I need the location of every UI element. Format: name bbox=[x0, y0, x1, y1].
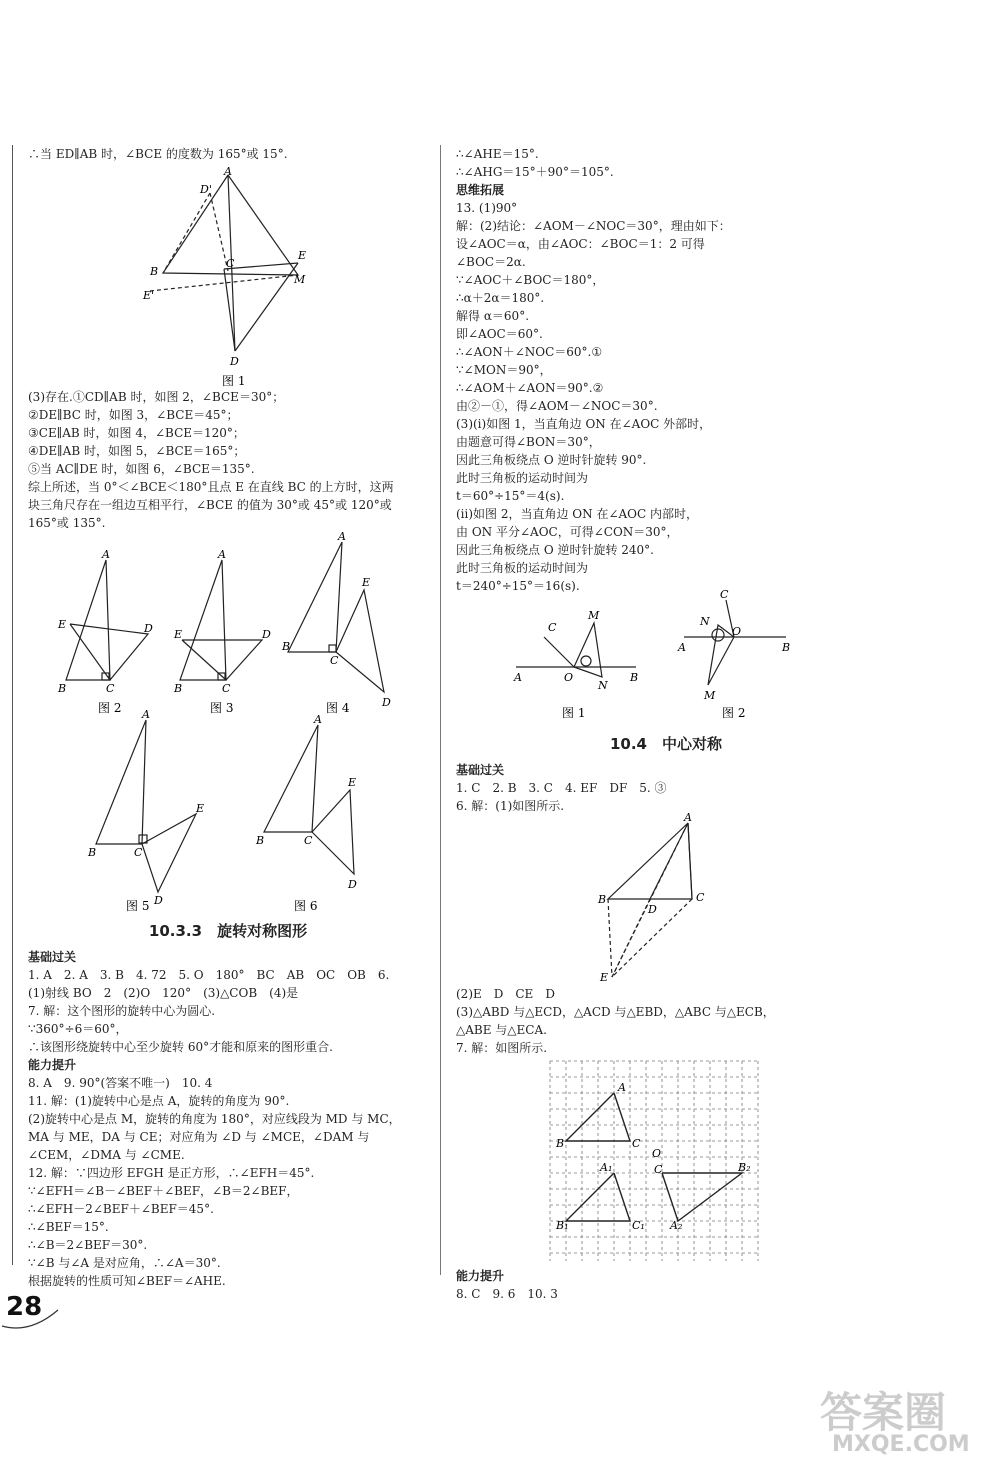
text-line: 7. 解：这个图形的旋转中心为圆心. bbox=[28, 1004, 216, 1018]
text-line: (ⅱ)如图 2，当直角边 ON 在∠AOC 内部时， bbox=[456, 507, 699, 521]
svg-text:C: C bbox=[654, 1163, 663, 1176]
rot-figure-2-caption: 图 2 bbox=[722, 706, 746, 720]
section-title: 10.4 中心对称 bbox=[609, 735, 722, 753]
svg-text:N: N bbox=[700, 615, 710, 628]
text-line: ∴∠AON＋∠NOC＝60°.① bbox=[456, 345, 603, 359]
text-line: (3)存在.①CD∥AB 时，如图 2，∠BCE＝30°； bbox=[28, 390, 285, 404]
text-line: t＝240°÷15°＝16(s). bbox=[456, 579, 580, 593]
svg-text:A: A bbox=[142, 708, 150, 721]
svg-text:B: B bbox=[782, 641, 791, 654]
svg-text:B: B bbox=[256, 834, 265, 847]
text-line: MA 与 ME，DA 与 CE；对应角为 ∠D 与 ∠MCE，∠DAM 与 bbox=[28, 1130, 370, 1144]
watermark-line1: 答案圈 bbox=[820, 1388, 947, 1437]
text-line: (2)E D CE D bbox=[456, 987, 555, 1001]
text-line: ∵∠AOC＋∠BOC＝180°， bbox=[456, 273, 605, 287]
svg-text:A: A bbox=[514, 671, 522, 684]
svg-text:C: C bbox=[106, 682, 115, 695]
svg-text:E: E bbox=[298, 249, 307, 262]
figure-4-caption: 图 4 bbox=[326, 701, 350, 715]
text-line: 1. A 2. A 3. B 4. 72 5. O 180° BC AB OC OB 6. bbox=[28, 968, 390, 982]
svg-text:B: B bbox=[174, 682, 183, 695]
svg-text:D: D bbox=[648, 903, 657, 916]
section-title: 10.3.3 旋转对称图形 bbox=[148, 922, 308, 940]
svg-text:D: D bbox=[144, 622, 153, 635]
svg-text:D: D bbox=[262, 628, 271, 641]
figure-symmetry bbox=[456, 811, 876, 985]
svg-text:C: C bbox=[134, 846, 143, 859]
text-line: △ABE 与△ECA. bbox=[456, 1023, 547, 1037]
svg-text:C: C bbox=[720, 588, 729, 601]
text-line: t＝60°÷15°＝4(s). bbox=[456, 489, 565, 503]
figure-3-caption: 图 3 bbox=[210, 701, 234, 715]
text-line: 解：(2)结论：∠AOM－∠NOC＝30°，理由如下： bbox=[456, 219, 731, 233]
text-line: ∴当 ED∥AB 时，∠BCE 的度数为 165°或 15°. bbox=[28, 147, 288, 161]
text-line: ∴∠AOM＋∠AON＝90°.② bbox=[456, 381, 604, 395]
svg-text:A: A bbox=[618, 1081, 626, 1094]
basic-heading: 基础过关 bbox=[456, 763, 505, 777]
svg-text:A₂: A₂ bbox=[670, 1219, 683, 1232]
text-line: 由②－①，得∠AOM－∠NOC＝30°. bbox=[456, 399, 658, 413]
svg-text:A: A bbox=[218, 548, 226, 561]
text-line: 因此三角板绕点 O 逆时针旋转 240°. bbox=[456, 543, 655, 557]
text-line: 解得 α＝60°. bbox=[456, 309, 530, 323]
svg-text:C: C bbox=[696, 891, 705, 904]
text-line: ②DE∥BC 时，如图 3，∠BCE＝45°； bbox=[28, 408, 239, 422]
svg-text:B: B bbox=[630, 671, 639, 684]
text-line: 即∠AOC＝60°. bbox=[456, 327, 543, 341]
svg-text:A: A bbox=[314, 713, 322, 726]
svg-text:B: B bbox=[150, 265, 159, 278]
svg-text:D: D bbox=[382, 696, 391, 709]
svg-text:C: C bbox=[226, 257, 235, 270]
figure-6-caption: 图 6 bbox=[294, 899, 318, 913]
basic-heading: 基础过关 bbox=[28, 950, 77, 964]
text-line: 12. 解：∵四边形 EFGH 是正方形，∴∠EFH＝45°. bbox=[28, 1166, 315, 1180]
text-line: (3)△ABD 与△ECD，△ACD 与△EBD，△ABC 与△ECB， bbox=[456, 1005, 775, 1019]
figure-grid-drawing bbox=[456, 1057, 876, 1267]
text-line: 8. A 9. 90°(答案不唯一) 10. 4 bbox=[28, 1076, 213, 1090]
ability-heading: 能力提升 bbox=[28, 1058, 77, 1072]
text-line: 此时三角板的运动时间为 bbox=[456, 561, 589, 575]
svg-text:E: E bbox=[348, 776, 357, 789]
figure-5-caption: 图 5 bbox=[126, 899, 150, 913]
svg-text:E: E bbox=[362, 576, 371, 589]
svg-text:D: D bbox=[230, 355, 239, 368]
text-line: ∴该图形绕旋转中心至少旋转 60°才能和原来的图形重合. bbox=[28, 1040, 333, 1054]
svg-text:C: C bbox=[548, 621, 557, 634]
text-line: 综上所述，当 0°＜∠BCE＜180°且点 E 在直线 BC 的上方时，这两 bbox=[28, 480, 394, 494]
text-line: 因此三角板绕点 O 逆时针旋转 90°. bbox=[456, 453, 647, 467]
page-number-text: 28 bbox=[6, 1292, 43, 1322]
svg-text:O: O bbox=[732, 625, 742, 638]
text-line: 1. C 2. B 3. C 4. EF DF 5. ③ bbox=[456, 781, 667, 795]
watermark-line2: MXQE.COM bbox=[832, 1432, 970, 1457]
svg-text:M: M bbox=[588, 609, 600, 622]
text-line: 165°或 135°. bbox=[28, 516, 106, 530]
text-line: 设∠AOC＝α，由∠AOC：∠BOC＝1：2 可得 bbox=[456, 237, 705, 251]
text-line: ∠BOC＝2α. bbox=[456, 255, 526, 269]
page-number bbox=[0, 1290, 60, 1330]
figure-1-drawing bbox=[28, 163, 428, 388]
svg-text:D: D bbox=[154, 894, 163, 907]
figure-grid bbox=[456, 1057, 876, 1267]
svg-text:B: B bbox=[58, 682, 67, 695]
svg-text:M: M bbox=[294, 273, 306, 286]
svg-text:A: A bbox=[224, 165, 232, 178]
watermark bbox=[820, 1380, 995, 1465]
svg-text:N: N bbox=[598, 679, 608, 692]
svg-text:O: O bbox=[652, 1147, 662, 1160]
text-line: 7. 解：如图所示. bbox=[456, 1041, 548, 1055]
svg-text:A: A bbox=[678, 641, 686, 654]
figure-symmetry-drawing bbox=[456, 811, 876, 985]
svg-text:E: E bbox=[600, 971, 609, 984]
svg-text:E': E' bbox=[143, 289, 155, 302]
column-divider bbox=[440, 145, 441, 1275]
text-line: 6. 解：(1)如图所示. bbox=[456, 799, 565, 813]
part-3 bbox=[28, 388, 428, 532]
text-line: 8. C 9. 6 10. 3 bbox=[456, 1287, 558, 1301]
svg-text:E: E bbox=[174, 628, 183, 641]
svg-text:B: B bbox=[556, 1137, 565, 1150]
rot-figure-1-caption: 图 1 bbox=[562, 706, 586, 720]
figure-2-caption: 图 2 bbox=[98, 701, 122, 715]
margin-rule bbox=[12, 145, 13, 1265]
figures-2-6-drawing bbox=[28, 532, 428, 912]
text-line: ∵∠EFH＝∠B－∠BEF＋∠BEF，∠B＝2∠BEF， bbox=[28, 1184, 299, 1198]
text-line: (3)(ⅰ)如图 1，当直角边 ON 在∠AOC 外部时， bbox=[456, 417, 712, 431]
svg-text:C: C bbox=[632, 1137, 641, 1150]
text-line: 13. (1)90° bbox=[456, 201, 518, 215]
svg-text:D: D bbox=[348, 878, 357, 891]
svg-text:D': D' bbox=[200, 183, 212, 196]
text-line: 根据旋转的性质可知∠BEF＝∠AHE. bbox=[28, 1274, 226, 1288]
text-line: ④DE∥AB 时，如图 5，∠BCE＝165°； bbox=[28, 444, 246, 458]
text-line: ∠CEM，∠DMA 与 ∠CME. bbox=[28, 1148, 185, 1162]
svg-text:A: A bbox=[102, 548, 110, 561]
right-column bbox=[456, 145, 876, 1303]
figures-rotation-drawing bbox=[456, 588, 876, 725]
svg-text:B: B bbox=[598, 893, 607, 906]
figures-2-6 bbox=[28, 532, 428, 912]
text-line: ∴∠AHG＝15°＋90°＝105°. bbox=[456, 165, 614, 179]
svg-text:C: C bbox=[304, 834, 313, 847]
text-line: ∴∠BEF＝15°. bbox=[28, 1220, 109, 1234]
text-line: 由 ON 平分∠AOC，可得∠CON＝30°， bbox=[456, 525, 679, 539]
text-line: ∵360°÷6＝60°， bbox=[28, 1022, 128, 1036]
svg-text:M: M bbox=[704, 689, 716, 702]
text-line: (2)旋转中心是点 M，旋转的角度为 180°，对应线段为 MD 与 MC， bbox=[28, 1112, 401, 1126]
text-line: ∵∠B 与∠A 是对应角，∴∠A＝30°. bbox=[28, 1256, 221, 1270]
text-line: ③CE∥AB 时，如图 4，∠BCE＝120°； bbox=[28, 426, 245, 440]
think-heading: 思维拓展 bbox=[456, 183, 505, 197]
svg-text:C₁: C₁ bbox=[632, 1219, 645, 1232]
left-column bbox=[28, 145, 428, 1290]
text-line: ∴∠EFH－2∠BEF＋∠BEF＝45°. bbox=[28, 1202, 214, 1216]
svg-text:B₁: B₁ bbox=[556, 1219, 569, 1232]
text-line: ⑤当 AC∥DE 时，如图 6，∠BCE＝135°. bbox=[28, 462, 255, 476]
svg-text:A: A bbox=[338, 530, 346, 543]
svg-text:A₁: A₁ bbox=[600, 1161, 613, 1174]
svg-text:B₂: B₂ bbox=[738, 1161, 751, 1174]
text-line: 11. 解：(1)旋转中心是点 A，旋转的角度为 90°. bbox=[28, 1094, 290, 1108]
text-line: 此时三角板的运动时间为 bbox=[456, 471, 589, 485]
ability-heading: 能力提升 bbox=[456, 1269, 505, 1283]
svg-text:E: E bbox=[196, 802, 205, 815]
figure-1-caption: 图 1 bbox=[222, 374, 246, 388]
text-line: ∴∠AHE＝15°. bbox=[456, 147, 539, 161]
svg-text:O: O bbox=[564, 671, 574, 684]
svg-text:E: E bbox=[58, 618, 67, 631]
svg-text:C: C bbox=[330, 654, 339, 667]
svg-text:C: C bbox=[222, 682, 231, 695]
figures-rotation bbox=[456, 588, 876, 725]
text-line: 由题意可得∠BON＝30°， bbox=[456, 435, 601, 449]
text-line: ∴α＋2α＝180°. bbox=[456, 291, 545, 305]
svg-text:A: A bbox=[684, 811, 692, 824]
text-line: ∵∠MON＝90°， bbox=[456, 363, 552, 377]
text-line: ∴∠B＝2∠BEF＝30°. bbox=[28, 1238, 148, 1252]
svg-text:B: B bbox=[88, 846, 97, 859]
svg-text:B: B bbox=[282, 640, 291, 653]
text-line: 块三角尺存在一组边互相平行，∠BCE 的值为 30°或 45°或 120°或 bbox=[28, 498, 392, 512]
figure-1 bbox=[28, 163, 428, 388]
text-line: (1)射线 BO 2 (2)O 120° (3)△COB (4)是 bbox=[28, 986, 299, 1000]
